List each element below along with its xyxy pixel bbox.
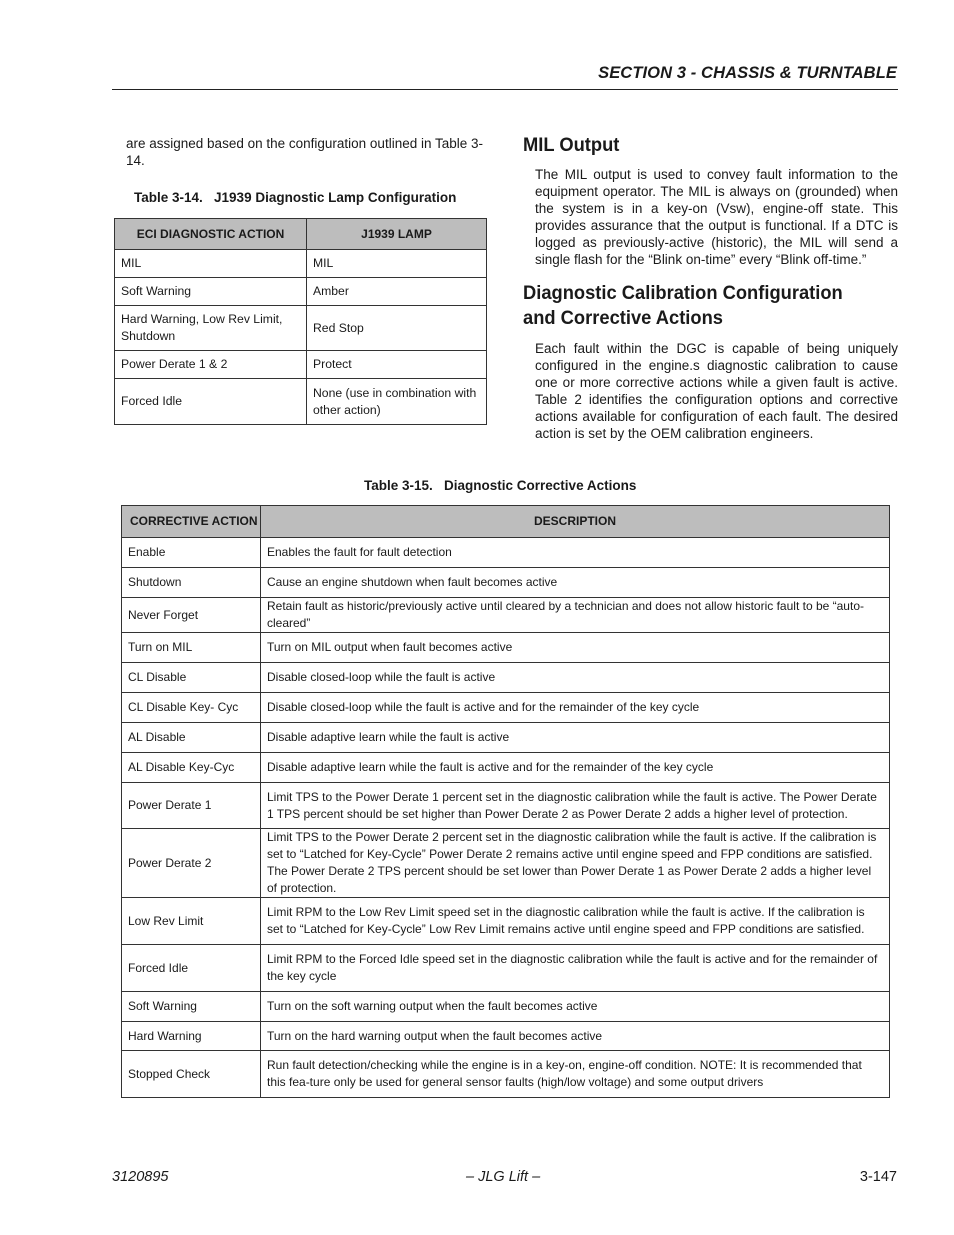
table-row (122, 568, 890, 598)
table-row (115, 351, 487, 379)
table-header-row (122, 506, 890, 538)
corrective-actions-table (121, 505, 890, 1098)
table-row (122, 598, 890, 633)
table-row (122, 945, 890, 992)
description-cell: Limit RPM to the Forced Idle speed set in the diagnostic calibration while the fault is active and for the remainder of the key cycle (261, 945, 890, 992)
table-cell: Forced Idle (115, 379, 307, 425)
description-cell: Turn on the hard warning output when the fault becomes active (261, 1022, 890, 1051)
table-row (115, 306, 487, 351)
action-cell: Hard Warning (122, 1022, 261, 1051)
action-cell: Enable (122, 538, 261, 568)
table-row (122, 693, 890, 723)
diag-calibration-text: Each fault within the DGC is capable of being uniquely configured in the engine.s diagnostic calibration to cause one or more corrective actions while a given fault is active. Table 2 identifies the configuration options and corrective actions available for configuration of each fault. The desired action is set by the OEM calibration engineers. (535, 341, 898, 441)
mil-output-text: The MIL output is used to convey fault information to the equipment operator. The MIL is always on (grounded) when the system is in a key-on (Vsw), engine-off state. This provides assurance that the output is functional. If a DTC is logged as previously-active (historic), the MIL will send a single flash for the “Blink on-time” every “Blink off-time.” (535, 167, 898, 267)
action-cell: AL Disable Key-Cyc (122, 753, 261, 783)
table-cell: MIL (307, 250, 487, 278)
table-cell: Protect (307, 351, 487, 379)
action-cell: AL Disable (122, 723, 261, 753)
table-cell: Soft Warning (115, 278, 307, 306)
description-cell: Run fault detection/checking while the engine is in a key-on, engine-off condition. NOTE: It is recommended that this fea-ture only be used for general sensor faults (high/low voltage) and some output drivers (261, 1051, 890, 1098)
table-row (122, 633, 890, 663)
action-cell: Low Rev Limit (122, 898, 261, 945)
table-row (122, 1022, 890, 1051)
table-cell: None (use in combination with other action) (307, 379, 487, 425)
description-cell: Disable adaptive learn while the fault is active (261, 723, 890, 753)
footer-brand: – JLG Lift – (466, 1169, 541, 1185)
document-number: 3120895 (112, 1169, 169, 1185)
action-cell: CL Disable Key- Cyc (122, 693, 261, 723)
section-title: SECTION 3 - CHASSIS & TURNTABLE (598, 64, 897, 82)
mil-output-heading: MIL Output (523, 134, 620, 156)
table-cell: Hard Warning, Low Rev Limit, Shutdown (115, 306, 307, 351)
column-header: CORRECTIVE ACTION (122, 506, 261, 538)
action-cell: Power Derate 1 (122, 783, 261, 829)
diag-calibration-heading: Diagnostic Calibration Configuration and Corrective Actions (523, 282, 843, 329)
description-cell: Enables the fault for fault detection (261, 538, 890, 568)
table-3-14-caption: Table 3-14. J1939 Diagnostic Lamp Configuration (134, 190, 457, 205)
table-cell: Red Stop (307, 306, 487, 351)
column-header: J1939 LAMP (307, 219, 487, 250)
table-header-row (115, 219, 487, 250)
table-row (115, 278, 487, 306)
page-number: 3-147 (859, 1169, 897, 1185)
action-cell: CL Disable (122, 663, 261, 693)
action-cell: Stopped Check (122, 1051, 261, 1098)
table-row (122, 898, 890, 945)
column-header: ECI DIAGNOSTIC ACTION (115, 219, 307, 250)
description-cell: Limit TPS to the Power Derate 1 percent set in the diagnostic calibration while the fault is active. The Power Derate 1 TPS percent should be set higher than Power Derate 2 as Power Derate 2 adds a higher level of protection. (261, 783, 890, 829)
action-cell: Turn on MIL (122, 633, 261, 663)
description-cell: Retain fault as historic/previously active until cleared by a technician and does not allow historic fault to be “auto-cleared” (261, 598, 890, 633)
table-row (122, 1051, 890, 1098)
table-row (122, 723, 890, 753)
description-cell: Limit RPM to the Low Rev Limit speed set in the diagnostic calibration while the fault is active. If the calibration is set to “Latched for Key-Cycle” Low Rev Limit remains active until engine speed and FPP conditions are satisfied. (261, 898, 890, 945)
description-cell: Turn on the soft warning output when the fault becomes active (261, 992, 890, 1022)
table-row (115, 250, 487, 278)
table-row (115, 379, 487, 425)
description-cell: Cause an engine shutdown when fault becomes active (261, 568, 890, 598)
left-column (126, 135, 492, 169)
action-cell: Soft Warning (122, 992, 261, 1022)
description-cell: Limit TPS to the Power Derate 2 percent set in the diagnostic calibration while the fault is active. If the calibration is set to “Latched for Key-Cycle” Power Derate 2 remains active until engine speed and FPP conditions are satisfied. The Power Derate 2 TPS percent should be set lower than Power Derate 1 as Power Derate 2 adds a higher level of protection. (261, 829, 890, 898)
table-row (122, 992, 890, 1022)
description-cell: Disable closed-loop while the fault is active and for the remainder of the key cycle (261, 693, 890, 723)
lamp-config-table (114, 218, 487, 425)
action-cell: Never Forget (122, 598, 261, 633)
action-cell: Forced Idle (122, 945, 261, 992)
description-cell: Disable closed-loop while the fault is active (261, 663, 890, 693)
column-header: DESCRIPTION (261, 506, 890, 538)
table-row (122, 829, 890, 898)
action-cell: Shutdown (122, 568, 261, 598)
description-cell: Turn on MIL output when fault becomes active (261, 633, 890, 663)
table-cell: Power Derate 1 & 2 (115, 351, 307, 379)
table-row (122, 538, 890, 568)
header-rule (112, 89, 898, 90)
intro-text: are assigned based on the configuration outlined in Table 3-14. (126, 136, 484, 168)
right-column (523, 133, 898, 442)
table-cell: Amber (307, 278, 487, 306)
action-cell: Power Derate 2 (122, 829, 261, 898)
table-cell: MIL (115, 250, 307, 278)
description-cell: Disable adaptive learn while the fault is active and for the remainder of the key cycle (261, 753, 890, 783)
table-row (122, 753, 890, 783)
table-3-15-caption: Table 3-15. Diagnostic Corrective Actions (364, 478, 637, 493)
table-row (122, 663, 890, 693)
table-row (122, 783, 890, 829)
